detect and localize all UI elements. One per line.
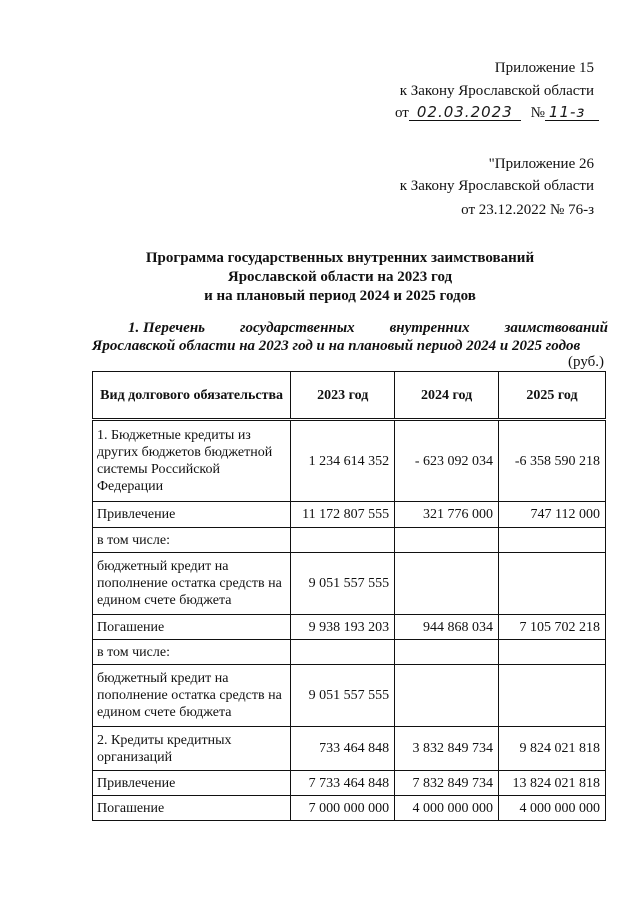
- cell-2023: 9 051 557 555: [291, 665, 395, 727]
- section-word-2: государственных: [239, 320, 355, 336]
- table-row: [93, 502, 606, 528]
- table-row: [93, 615, 606, 640]
- cell-2023: 9 051 557 555: [291, 553, 395, 615]
- cell-2024: - 623 092 034: [395, 420, 499, 502]
- row-label: 1. Бюджетные кредиты из других бюджетов бюджетной системы Российской Федерации: [93, 420, 291, 502]
- table-row: [93, 553, 606, 615]
- cell-2024: 4 000 000 000: [395, 796, 499, 821]
- cell-2024: 321 776 000: [395, 502, 499, 528]
- table-row: [93, 528, 606, 553]
- section-heading-line-2: Ярославской области на 2023 год и на плановый период 2024 и 2025 годов: [92, 338, 581, 354]
- handwritten-date: 02.03.2023: [416, 103, 513, 121]
- borrowings-table: [92, 371, 606, 821]
- section-word-4: заимствований: [504, 320, 608, 336]
- table-row: [93, 727, 606, 771]
- appendix-number: Приложение 15: [494, 60, 594, 76]
- cell-2023: 7 000 000 000: [291, 796, 395, 821]
- prev-appendix-date: от 23.12.2022 № 76-з: [461, 202, 594, 218]
- header-2025: 2025 год: [499, 372, 606, 420]
- handwritten-number: 11-з: [548, 103, 586, 121]
- document-title: [60, 249, 620, 306]
- cell-2025: 9 824 021 818: [499, 727, 606, 771]
- row-label: Привлечение: [93, 771, 291, 796]
- header-2024: 2024 год: [395, 372, 499, 420]
- title-line-3: и на плановый период 2024 и 2025 годов: [204, 288, 476, 304]
- cell-2025: [499, 528, 606, 553]
- cell-2025: 747 112 000: [499, 502, 606, 528]
- row-label: бюджетный кредит на пополнение остатка средств на едином счете бюджета: [93, 665, 291, 727]
- cell-2023: [291, 528, 395, 553]
- cell-2024: [395, 553, 499, 615]
- date-field: [409, 105, 521, 121]
- row-label: в том числе:: [93, 528, 291, 553]
- table-row: [93, 640, 606, 665]
- prev-appendix-number: "Приложение 26: [488, 156, 594, 172]
- row-label: бюджетный кредит на пополнение остатка средств на едином счете бюджета: [93, 553, 291, 615]
- row-label: Погашение: [93, 796, 291, 821]
- cell-2024: [395, 665, 499, 727]
- cell-2023: 11 172 807 555: [291, 502, 395, 528]
- date-prefix: от: [395, 105, 409, 121]
- cell-2023: 1 234 614 352: [291, 420, 395, 502]
- cell-2023: [291, 640, 395, 665]
- cell-2023: 9 938 193 203: [291, 615, 395, 640]
- row-label: Погашение: [93, 615, 291, 640]
- cell-2025: 7 105 702 218: [499, 615, 606, 640]
- cell-2025: 4 000 000 000: [499, 796, 606, 821]
- appendix-date-line: [395, 105, 599, 122]
- cell-2025: [499, 553, 606, 615]
- number-field: [545, 105, 599, 121]
- section-word-3: внутренних: [389, 320, 470, 336]
- section-word-1: 1. Перечень: [128, 320, 205, 336]
- cell-2024: 3 832 849 734: [395, 727, 499, 771]
- cell-2023: 733 464 848: [291, 727, 395, 771]
- cell-2023: 7 733 464 848: [291, 771, 395, 796]
- table-row: [93, 665, 606, 727]
- section-heading-line-1: [128, 320, 608, 337]
- row-label: 2. Кредиты кредитных организаций: [93, 727, 291, 771]
- unit-label: (руб.): [568, 354, 604, 370]
- table-row: [93, 420, 606, 502]
- table-row: [93, 796, 606, 821]
- number-prefix: №: [530, 105, 545, 121]
- cell-2025: [499, 665, 606, 727]
- row-label: в том числе:: [93, 640, 291, 665]
- cell-2025: 13 824 021 818: [499, 771, 606, 796]
- cell-2024: [395, 640, 499, 665]
- cell-2024: 7 832 849 734: [395, 771, 499, 796]
- appendix-law: к Закону Ярославской области: [399, 83, 594, 99]
- cell-2025: [499, 640, 606, 665]
- cell-2024: 944 868 034: [395, 615, 499, 640]
- table-row: [93, 771, 606, 796]
- row-label: Привлечение: [93, 502, 291, 528]
- cell-2025: -6 358 590 218: [499, 420, 606, 502]
- title-line-2: Ярославской области на 2023 год: [227, 269, 453, 285]
- header-debt-type: Вид долгового обязательства: [93, 372, 291, 420]
- header-2023: 2023 год: [291, 372, 395, 420]
- title-line-1: Программа государственных внутренних заимствований: [145, 250, 535, 266]
- cell-2024: [395, 528, 499, 553]
- table-header-row: [93, 372, 606, 420]
- prev-appendix-law: к Закону Ярославской области: [399, 178, 594, 194]
